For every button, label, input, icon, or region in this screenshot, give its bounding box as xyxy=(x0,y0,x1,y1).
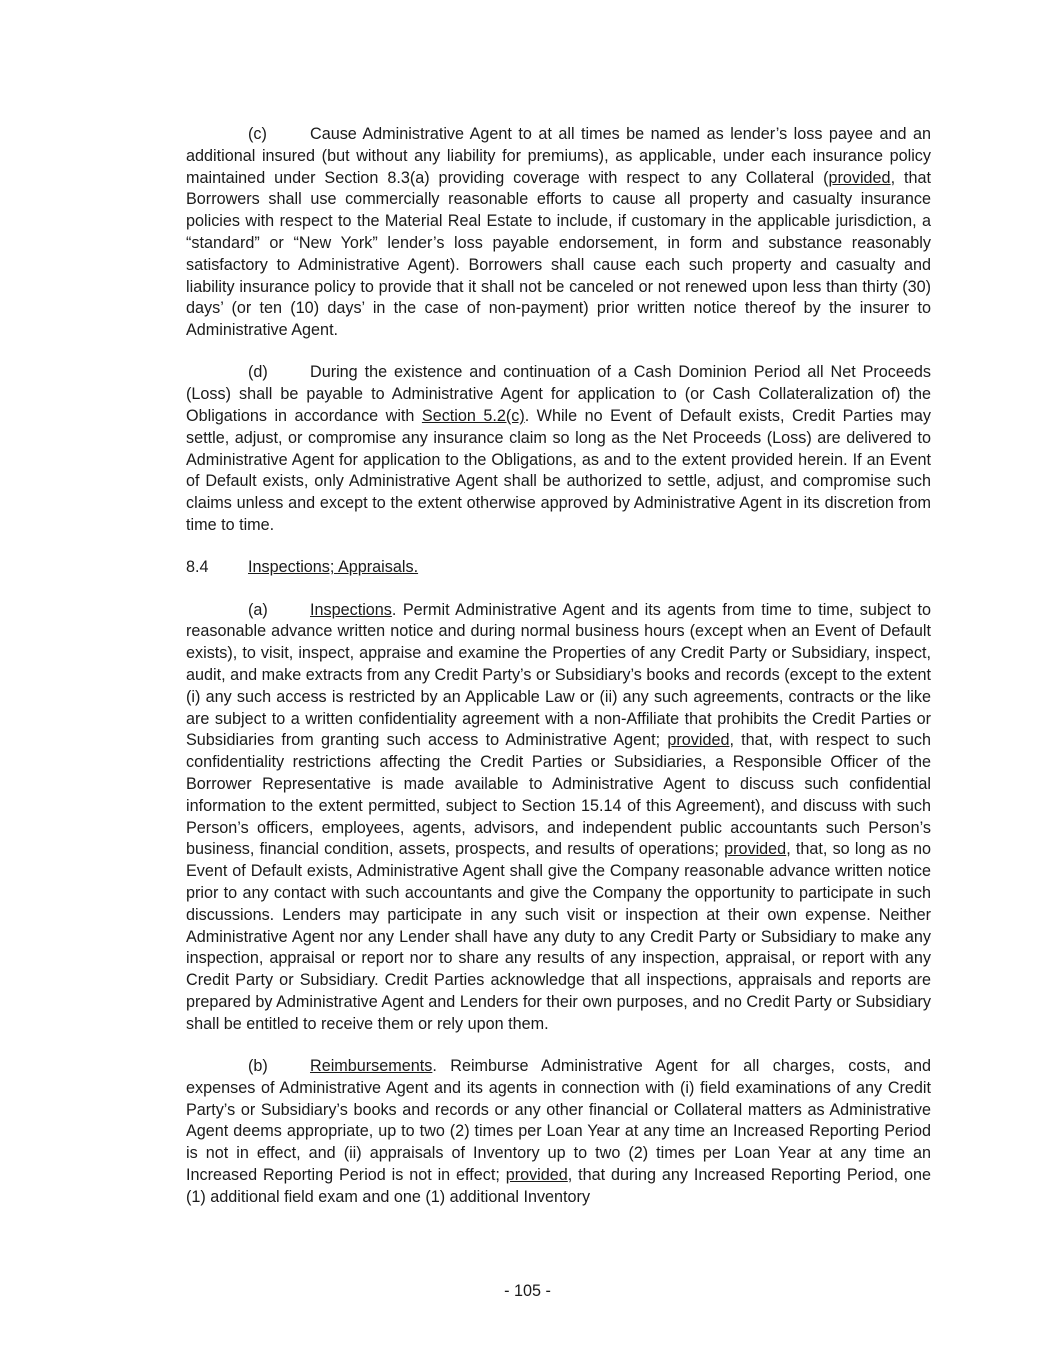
paragraph-text: . While no Event of Default exists, Credit Parties may settle, adjust, or compromise any insurance claim so long as the Net Proceeds (Loss) are delivered to Administrative Agent for application to the Obligations, as and to the extent provided herein. If an Event of Default exists, only Administrative Agent shall be authorized to settle, adjust, and compromise such claims unless and except to the extent otherwise approved by Administrative Agent in its discretion from time to time. xyxy=(186,407,931,535)
page-number: - 105 - xyxy=(504,1282,551,1300)
paragraph-marker: (a) xyxy=(248,600,268,619)
underlined-term: provided xyxy=(724,840,787,859)
section-title: Inspections; Appraisals. xyxy=(248,558,419,577)
paragraph-text: . Permit Administrative Agent and its agents from time to time, subject to reasonable advance written notice and during normal business hours (except when an Event of Default exists), to visit, inspect, appraise and examine the Properties of any Credit Party or Subsidiary, inspect, audit, and make extracts from any Credit Party’s or Subsidiary’s books and records (except to the extent (i) any such access is restricted by an Applicable Law or (ii) any such agreements, contracts or the like are subject to a written confidentiality agreement with a non-Affiliate that prohibits the Credit Parties or Subsidiaries from granting such access to Administrative Agent; xyxy=(186,600,931,750)
paragraph-c xyxy=(186,124,931,342)
underlined-term: provided xyxy=(505,1166,568,1185)
paragraph-caption: Inspections xyxy=(310,600,392,619)
section-reference: Section 5.2(c) xyxy=(421,407,525,426)
paragraph-a xyxy=(186,600,931,1036)
paragraph-text: , that Borrowers shall use commercially reasonable efforts to cause all property and casualty insurance policies with respect to the Material Real Estate to include, if customary in the applicable jurisdiction, a “standard” or “New York” lender’s loss payable endorsement, in form and substance reasonably satisfactory to Administrative Agent). Borrowers shall cause each such property and casualty and liability insurance policy to provide that it shall not be canceled or not renewed upon less than thirty (30) days’ (or ten (10) days’ in the case of non-payment) prior written notice thereof by the insurer to Administrative Agent. xyxy=(186,168,931,340)
underlined-term: provided xyxy=(667,731,730,750)
underlined-term: provided xyxy=(828,168,891,187)
page-body xyxy=(186,124,931,1229)
paragraph-marker: (b) xyxy=(248,1057,268,1076)
section-heading xyxy=(186,557,931,579)
paragraph-b xyxy=(186,1056,931,1209)
paragraph-marker: (c) xyxy=(248,125,267,143)
paragraph-text: Cause Administrative Agent to at all times be named as lender’s loss payee and an additional insured (but without any liability for premiums), as applicable, under each insurance policy maintained under Section 8.3(a) providing coverage with respect to any Collateral ( xyxy=(186,125,931,187)
paragraph-d xyxy=(186,362,931,536)
paragraph-text: During the existence and continuation of a Cash Dominion Period all Net Proceeds (Loss) shall be payable to Administrative Agent for application to (or Cash Collateralization of) the Obligations in accordance with xyxy=(186,363,931,426)
paragraph-text: , that during any Increased Reporting Period, one (1) additional field exam and one (1) additional Inventory xyxy=(186,1166,931,1206)
section-number: 8.4 xyxy=(186,558,209,577)
paragraph-caption: Reimbursements xyxy=(310,1057,433,1076)
paragraph-text: . Reimburse Administrative Agent for all charges, costs, and expenses of Administrative Agent and its agents in connection with (i) field examinations of any Credit Party’s or Subsidiary’s books and records or any other financial or Collateral matters as Administrative Agent deems appropriate, up to two (2) times per Loan Year at any time an Increased Reporting Period is not in effect, and (ii) appraisals of Inventory up to two (2) times per Loan Year at any time an Increased Reporting Period is not in effect; xyxy=(186,1057,931,1185)
paragraph-text: , that, so long as no Event of Default exists, Administrative Agent shall give the Company reasonable advance written notice prior to any contact with such accountants and give the Company the opportunity to participate in such discussions. Lenders may participate in any such visit or inspection at their own expense. Neither Administrative Agent nor any Lender shall have any duty to any Credit Party or Subsidiary to make any inspection, appraisal or report nor to share any results of any inspection, appraisal, or report with any Credit Party or Subsidiary. Credit Parties acknowledge that all inspections, appraisals and reports are prepared by Administrative Agent and Lenders for their own purposes, and no Credit Party or Subsidiary shall be entitled to receive them or rely upon them. xyxy=(186,840,931,1033)
paragraph-marker: (d) xyxy=(248,363,268,382)
paragraph-text: , that, with respect to such confidentiality restrictions affecting the Credit Parties or Subsidiaries, a Responsible Officer of the Borrower Representative is made available to Administrative Agent to discuss such confidential information to the extent permitted, subject to Section 15.14 of this Agreement), and discuss with such Person’s officers, employees, agents, advisors, and independent public accountants such Person’s business, financial condition, assets, prospects, and results of operations; xyxy=(186,731,931,859)
